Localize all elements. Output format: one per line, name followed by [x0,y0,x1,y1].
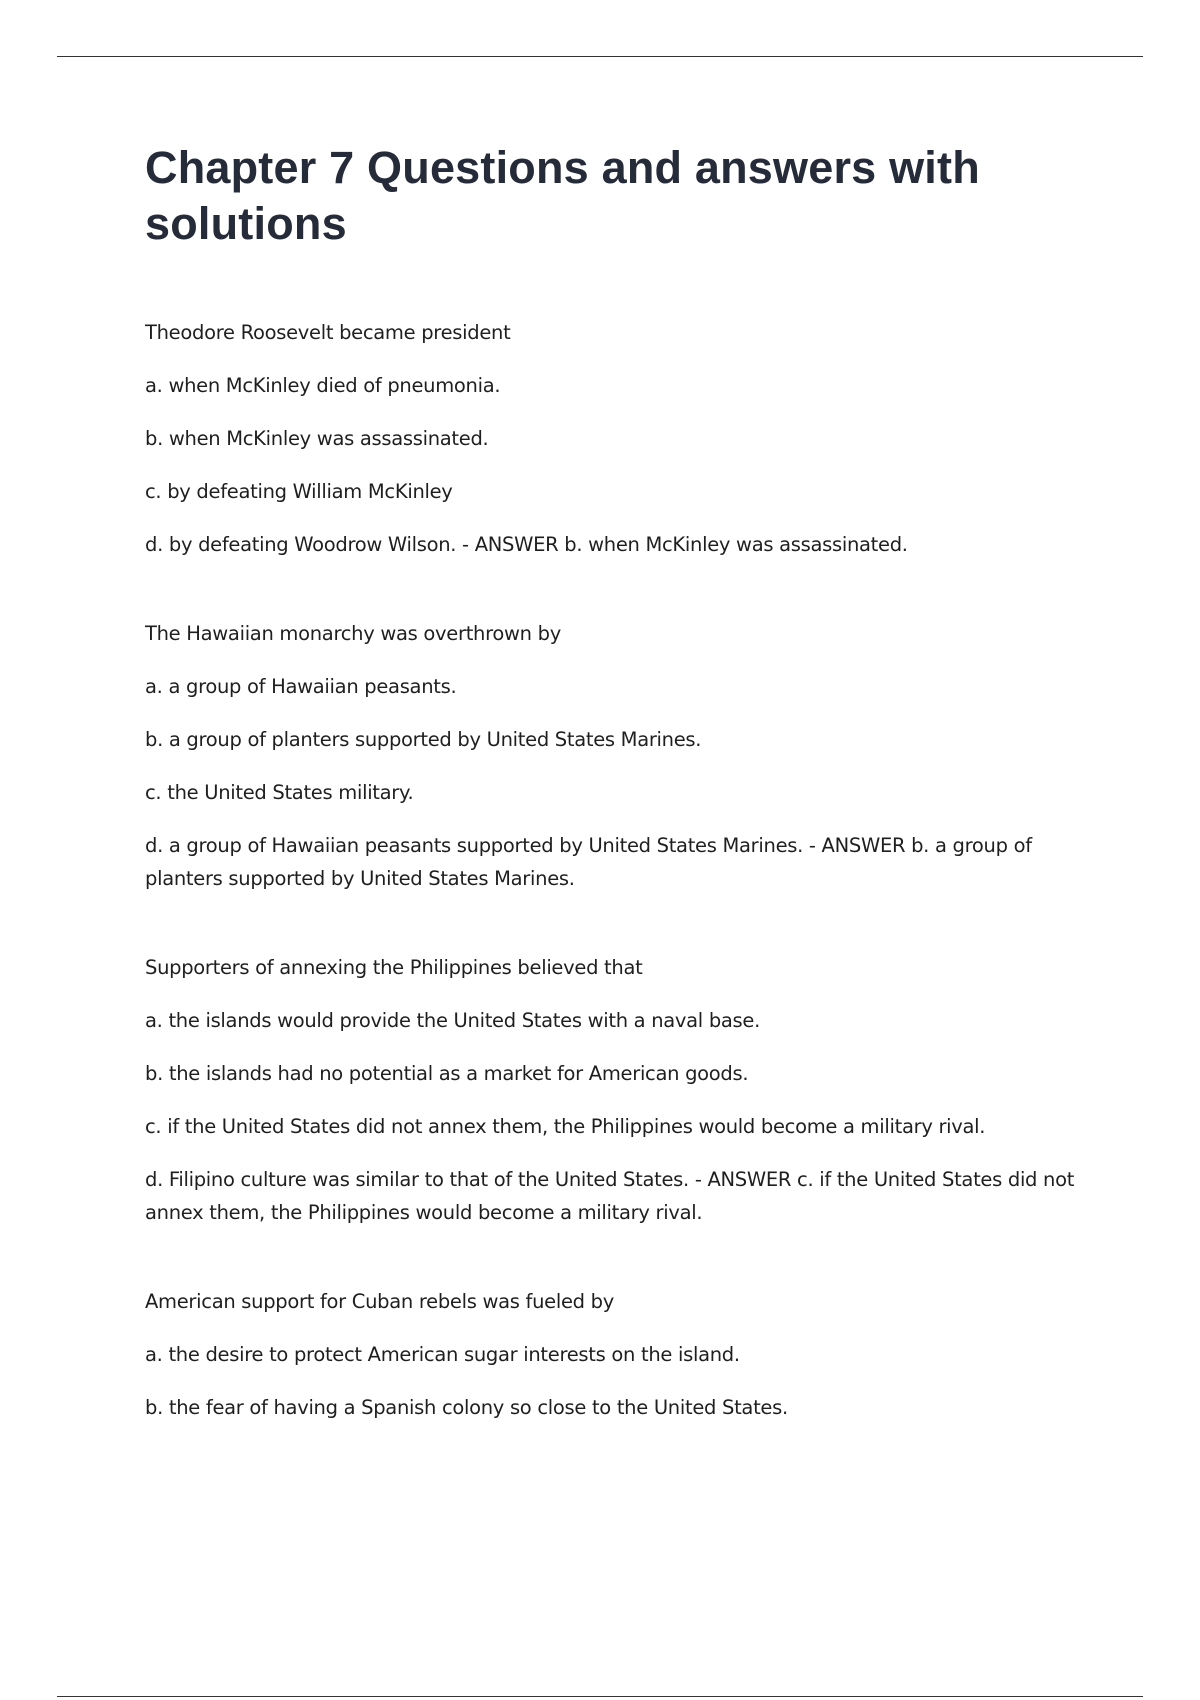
document-page [145,140,1095,1480]
answer-option: b. the fear of having a Spanish colony so close to the United States. [145,1396,788,1419]
top-rule [57,56,1143,57]
answer-option-with-answer: d. by defeating Woodrow Wilson. - ANSWER b. when McKinley was assassinated. [145,533,908,556]
answer-option: c. by defeating William McKinley [145,480,453,503]
answer-option: b. the islands had no potential as a market for American goods. [145,1062,749,1085]
answer-option-with-answer: d. Filipino culture was similar to that of the United States. - ANSWER c. if the United States did not annex them, the Philippines would become a military rival. [145,1168,1075,1224]
answer-option: a. a group of Hawaiian peasants. [145,675,457,698]
question-text: Supporters of annexing the Philippines believed that [145,956,643,979]
question-text: The Hawaiian monarchy was overthrown by [145,622,561,645]
answer-option: b. when McKinley was assassinated. [145,427,489,450]
question-text: Theodore Roosevelt became president [145,321,511,344]
answer-option: b. a group of planters supported by United States Marines. [145,728,702,751]
question-block-2 [145,617,1095,895]
answer-option-with-answer: d. a group of Hawaiian peasants supported by United States Marines. - ANSWER b. a group of planters supported by United States Marines. [145,834,1032,890]
question-text: American support for Cuban rebels was fueled by [145,1290,614,1313]
answer-option: c. the United States military. [145,781,414,804]
answer-option: a. the desire to protect American sugar interests on the island. [145,1343,740,1366]
bottom-rule [57,1696,1143,1697]
answer-option: a. the islands would provide the United States with a naval base. [145,1009,761,1032]
question-block-1 [145,316,1095,561]
page-title: Chapter 7 Questions and answers with solutions [145,142,980,249]
answer-option: a. when McKinley died of pneumonia. [145,374,501,397]
answer-option: c. if the United States did not annex them, the Philippines would become a military rival. [145,1115,986,1138]
question-block-4 [145,1285,1095,1424]
question-block-3 [145,951,1095,1229]
